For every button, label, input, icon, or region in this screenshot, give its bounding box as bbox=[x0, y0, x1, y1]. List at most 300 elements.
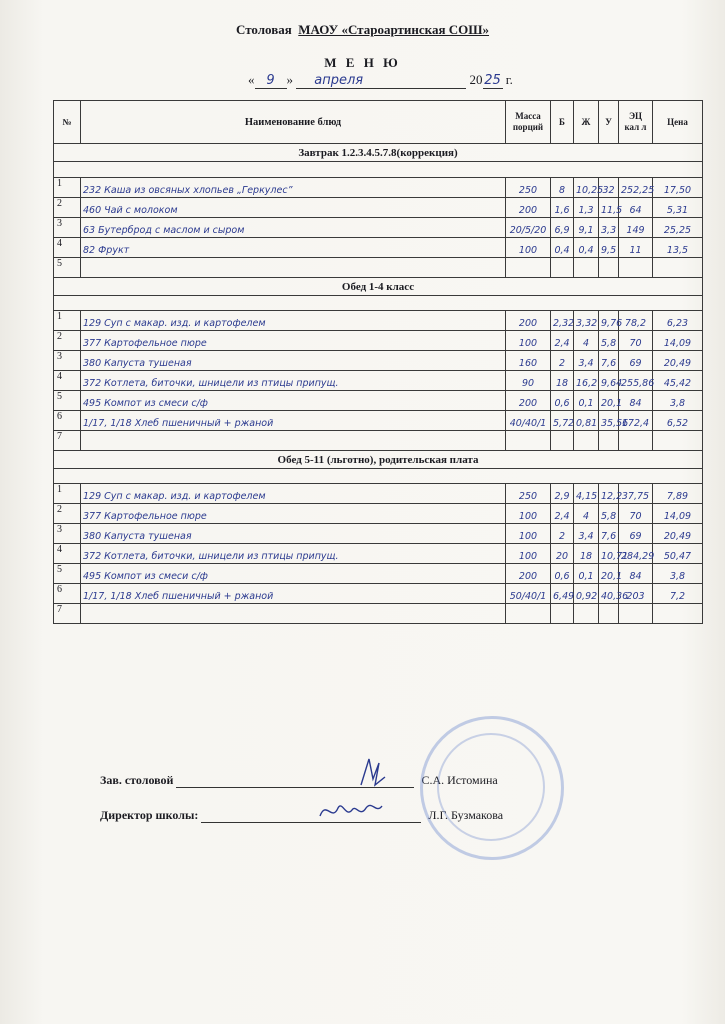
cell-mass: 100 bbox=[518, 245, 538, 256]
cell-mass: 250 bbox=[518, 491, 538, 502]
cell-u: 40,36 bbox=[601, 591, 629, 602]
cell-mass: 160 bbox=[518, 358, 538, 369]
cell-e-wrap bbox=[619, 331, 653, 351]
cell-b-wrap bbox=[551, 604, 574, 624]
cell-e-wrap bbox=[619, 258, 653, 278]
cell-price-wrap bbox=[653, 198, 703, 218]
cell-e-wrap bbox=[619, 524, 653, 544]
cell-mass-wrap bbox=[506, 391, 551, 411]
table-row bbox=[54, 331, 703, 351]
cell-zh: 4,15 bbox=[576, 491, 598, 502]
cell-u-wrap bbox=[599, 351, 619, 371]
menu-date bbox=[248, 72, 513, 89]
cell-mass-wrap bbox=[506, 258, 551, 278]
dish-cell bbox=[81, 411, 506, 431]
col-price: Цена bbox=[653, 101, 703, 144]
cell-zh: 0,81 bbox=[576, 418, 598, 429]
cell-mass-wrap bbox=[506, 584, 551, 604]
col-mass: Масса порций bbox=[506, 101, 551, 144]
page-title bbox=[0, 22, 725, 38]
cell-zh: 3,4 bbox=[578, 358, 594, 369]
cell-u: 10,71 bbox=[601, 551, 629, 562]
cell-b-wrap bbox=[551, 198, 574, 218]
cell-price-wrap bbox=[653, 178, 703, 198]
dish-cell bbox=[81, 218, 506, 238]
director-name: Л.Г. Бузмакова bbox=[428, 808, 504, 822]
row-number: 7 bbox=[54, 431, 81, 451]
dish-name: 377 Картофельное пюре bbox=[83, 511, 207, 522]
table-row bbox=[54, 544, 703, 564]
cell-mass-wrap bbox=[506, 431, 551, 451]
cell-u-wrap bbox=[599, 584, 629, 604]
cell-e-wrap bbox=[619, 238, 653, 258]
cell-b: 2,32 bbox=[553, 318, 575, 329]
cell-zh-wrap bbox=[574, 431, 599, 451]
row-number: 5 bbox=[54, 258, 81, 278]
cell-u: 12,2 bbox=[601, 491, 623, 502]
cell-zh-wrap bbox=[574, 218, 599, 238]
row-number: 1 bbox=[54, 484, 81, 504]
cell-zh: 3,32 bbox=[576, 318, 598, 329]
cell-price-wrap bbox=[653, 351, 703, 371]
cell-b-wrap bbox=[551, 178, 574, 198]
school-stamp bbox=[420, 716, 564, 860]
section-title: Обед 5-11 (льготно), родительская плата bbox=[54, 451, 703, 469]
cell-price-wrap bbox=[653, 238, 703, 258]
cell-mass-wrap bbox=[506, 238, 551, 258]
cell-e: 70 bbox=[629, 338, 642, 349]
dish-name: 380 Капуста тушеная bbox=[83, 531, 192, 542]
cell-b-wrap bbox=[551, 238, 574, 258]
cell-price: 20,49 bbox=[663, 358, 692, 369]
cell-zh: 18 bbox=[579, 551, 593, 562]
row-number: 5 bbox=[54, 391, 81, 411]
dish-name: 372 Котлета, биточки, шницели из птицы припущ. bbox=[83, 551, 339, 562]
dish-name: 232 Каша из овсяных хлопьев „Геркулес” bbox=[83, 185, 293, 196]
director-label: Директор школы: bbox=[100, 808, 199, 822]
row-number: 4 bbox=[54, 544, 81, 564]
cell-e: 78,2 bbox=[624, 318, 647, 329]
cell-b: 0,6 bbox=[554, 398, 570, 409]
cell-u: 35,56 bbox=[601, 418, 629, 429]
table-row bbox=[54, 258, 703, 278]
cell-mass: 250 bbox=[518, 185, 538, 196]
cell-mass-wrap bbox=[506, 331, 551, 351]
table-row bbox=[54, 371, 703, 391]
cell-e: 37,75 bbox=[621, 491, 650, 502]
section-row bbox=[54, 278, 703, 296]
cell-mass: 100 bbox=[518, 338, 538, 349]
canteen-label: Зав. столовой bbox=[100, 773, 174, 787]
cell-e-wrap bbox=[619, 431, 653, 451]
row-number: 5 bbox=[54, 564, 81, 584]
cell-mass-wrap bbox=[506, 198, 551, 218]
canteen-signature-scribble bbox=[355, 755, 395, 791]
cell-zh: 0,1 bbox=[578, 571, 594, 582]
cell-b: 0,4 bbox=[554, 245, 570, 256]
dish-cell bbox=[81, 391, 506, 411]
dish-name: 495 Компот из смеси с/ф bbox=[83, 571, 208, 582]
cell-b-wrap bbox=[551, 258, 574, 278]
cell-e: 149 bbox=[626, 225, 645, 236]
cell-zh: 4 bbox=[582, 338, 590, 349]
cell-mass-wrap bbox=[506, 504, 551, 524]
cell-zh-wrap bbox=[574, 391, 599, 411]
cell-b-wrap bbox=[551, 371, 574, 391]
row-number: 2 bbox=[54, 331, 81, 351]
col-num: № bbox=[54, 101, 81, 144]
table-row bbox=[54, 178, 703, 198]
cell-price: 14,09 bbox=[663, 511, 692, 522]
cell-b-wrap bbox=[551, 331, 574, 351]
cell-price: 5,31 bbox=[666, 205, 689, 216]
cell-b-wrap bbox=[551, 391, 574, 411]
cell-b-wrap bbox=[551, 544, 574, 564]
cell-mass-wrap bbox=[506, 484, 551, 504]
cell-price: 3,8 bbox=[669, 571, 686, 582]
cell-e-wrap bbox=[619, 311, 653, 331]
cell-e: 255,86 bbox=[621, 378, 655, 389]
cell-e-wrap bbox=[619, 564, 653, 584]
cell-u-wrap bbox=[599, 178, 619, 198]
cell-zh: 9,1 bbox=[578, 225, 594, 236]
date-close-quote: » bbox=[286, 72, 293, 87]
cell-zh: 0,1 bbox=[578, 398, 594, 409]
cell-price-wrap bbox=[653, 258, 703, 278]
cell-price-wrap bbox=[653, 604, 703, 624]
dish-cell bbox=[81, 604, 506, 624]
menu-heading: М Е Н Ю bbox=[324, 55, 401, 70]
cell-b-wrap bbox=[551, 504, 574, 524]
cell-u: 5,8 bbox=[601, 511, 617, 522]
cell-mass: 100 bbox=[518, 551, 538, 562]
cell-b: 2,9 bbox=[554, 491, 570, 502]
cell-e: 64 bbox=[629, 205, 642, 216]
cell-mass: 200 bbox=[518, 318, 538, 329]
cell-price-wrap bbox=[653, 411, 703, 431]
menu-table bbox=[53, 100, 703, 624]
cell-e: 69 bbox=[629, 531, 642, 542]
table-row bbox=[54, 484, 703, 504]
cell-mass-wrap bbox=[506, 178, 551, 198]
table-row bbox=[54, 584, 703, 604]
cell-zh-wrap bbox=[574, 198, 599, 218]
cell-u-wrap bbox=[599, 238, 619, 258]
cell-price: 50,47 bbox=[663, 551, 692, 562]
cell-mass: 50/40/1 bbox=[509, 591, 547, 602]
cell-mass: 100 bbox=[518, 531, 538, 542]
cell-price: 7,2 bbox=[669, 591, 686, 602]
cell-mass: 90 bbox=[521, 378, 535, 389]
cell-zh: 3,4 bbox=[578, 531, 594, 542]
cell-price: 6,52 bbox=[666, 418, 689, 429]
dish-cell bbox=[81, 371, 506, 391]
cell-price: 17,50 bbox=[663, 185, 692, 196]
cell-zh: 0,4 bbox=[578, 245, 594, 256]
table-row bbox=[54, 564, 703, 584]
cell-b: 6,9 bbox=[554, 225, 570, 236]
cell-zh-wrap bbox=[574, 504, 599, 524]
cell-u-wrap bbox=[599, 258, 619, 278]
dish-cell bbox=[81, 484, 506, 504]
cell-zh-wrap bbox=[574, 524, 599, 544]
cell-u: 9,5 bbox=[601, 245, 617, 256]
table-row bbox=[54, 311, 703, 331]
cell-u-wrap bbox=[599, 411, 629, 431]
row-number: 2 bbox=[54, 198, 81, 218]
cell-zh-wrap bbox=[574, 178, 604, 198]
cell-u: 20,1 bbox=[601, 571, 623, 582]
table-row bbox=[54, 411, 703, 431]
col-ecal: ЭЦ кал л bbox=[619, 101, 653, 144]
canteen-name: С.А. Истомина bbox=[421, 773, 498, 787]
cell-u-wrap bbox=[599, 604, 619, 624]
cell-e-wrap bbox=[619, 371, 653, 391]
cell-b-wrap bbox=[551, 564, 574, 584]
cell-e: 84 bbox=[629, 571, 642, 582]
cell-zh-wrap bbox=[574, 371, 599, 391]
cell-u: 11,5 bbox=[601, 205, 623, 216]
cell-price-wrap bbox=[653, 371, 703, 391]
cell-e: 69 bbox=[629, 358, 642, 369]
title-org: МАОУ «Староартинская СОШ» bbox=[298, 22, 490, 37]
cell-price-wrap bbox=[653, 484, 703, 504]
title-prefix: Столовая bbox=[235, 22, 292, 37]
cell-mass-wrap bbox=[506, 524, 551, 544]
cell-b: 1,6 bbox=[554, 205, 570, 216]
year-suffix: 25 bbox=[484, 73, 501, 88]
cell-e-wrap bbox=[619, 178, 653, 198]
table-row bbox=[54, 218, 703, 238]
cell-u-wrap bbox=[599, 391, 623, 411]
cell-b: 0,6 bbox=[554, 571, 570, 582]
cell-u-wrap bbox=[599, 504, 619, 524]
cell-zh: 0,92 bbox=[576, 591, 598, 602]
cell-price-wrap bbox=[653, 331, 703, 351]
dish-cell bbox=[81, 351, 506, 371]
cell-e-wrap bbox=[619, 544, 653, 564]
year-prefix: 20 bbox=[469, 72, 483, 87]
table-row bbox=[54, 504, 703, 524]
cell-mass: 200 bbox=[518, 205, 538, 216]
cell-u: 32 bbox=[602, 185, 615, 196]
table-row bbox=[54, 524, 703, 544]
cell-b: 20 bbox=[555, 551, 569, 562]
dish-name: 377 Картофельное пюре bbox=[83, 338, 207, 349]
table-row bbox=[54, 198, 703, 218]
cell-zh-wrap bbox=[574, 604, 599, 624]
row-number: 6 bbox=[54, 584, 81, 604]
dish-name: 63 Бутерброд с маслом и сыром bbox=[83, 225, 245, 236]
cell-b: 2,4 bbox=[554, 338, 570, 349]
dish-name: 129 Суп с макар. изд. и картофелем bbox=[83, 318, 266, 329]
spacer-row bbox=[54, 469, 703, 484]
cell-mass-wrap bbox=[506, 218, 551, 238]
cell-e: 252,25 bbox=[621, 185, 655, 196]
cell-u-wrap bbox=[599, 371, 623, 391]
cell-zh: 1,3 bbox=[578, 205, 594, 216]
cell-b: 6,49 bbox=[553, 591, 575, 602]
col-zh: Ж bbox=[574, 101, 599, 144]
row-number: 3 bbox=[54, 351, 81, 371]
cell-u-wrap bbox=[599, 331, 619, 351]
cell-mass: 200 bbox=[518, 571, 538, 582]
dish-cell bbox=[81, 564, 506, 584]
cell-e-wrap bbox=[619, 411, 653, 431]
dish-cell bbox=[81, 178, 506, 198]
dish-cell bbox=[81, 331, 506, 351]
dish-cell bbox=[81, 311, 506, 331]
table-row bbox=[54, 391, 703, 411]
cell-b: 8 bbox=[558, 185, 566, 196]
row-number: 7 bbox=[54, 604, 81, 624]
cell-zh-wrap bbox=[574, 584, 599, 604]
dish-cell bbox=[81, 431, 506, 451]
col-b: Б bbox=[551, 101, 574, 144]
cell-price-wrap bbox=[653, 544, 703, 564]
cell-price-wrap bbox=[653, 311, 703, 331]
cell-u: 5,8 bbox=[601, 338, 617, 349]
cell-u: 7,6 bbox=[601, 531, 617, 542]
cell-mass: 200 bbox=[518, 398, 538, 409]
section-title: Обед 1-4 класс bbox=[54, 278, 703, 296]
cell-u-wrap bbox=[599, 311, 623, 331]
cell-mass-wrap bbox=[506, 411, 551, 431]
cell-e: 203 bbox=[626, 591, 645, 602]
dish-cell bbox=[81, 198, 506, 218]
row-number: 3 bbox=[54, 524, 81, 544]
cell-mass-wrap bbox=[506, 311, 551, 331]
cell-price-wrap bbox=[653, 391, 703, 411]
cell-u-wrap bbox=[599, 564, 623, 584]
cell-e: 11 bbox=[629, 245, 642, 256]
cell-e: 284,29 bbox=[621, 551, 655, 562]
cell-zh-wrap bbox=[574, 258, 599, 278]
cell-u-wrap bbox=[599, 484, 623, 504]
date-day: 9 bbox=[266, 73, 275, 88]
cell-e-wrap bbox=[619, 391, 653, 411]
director-signature-scribble bbox=[316, 796, 386, 826]
cell-price-wrap bbox=[653, 564, 703, 584]
cell-e-wrap bbox=[619, 351, 653, 371]
dish-cell bbox=[81, 238, 506, 258]
cell-b: 5,72 bbox=[553, 418, 575, 429]
dish-cell bbox=[81, 524, 506, 544]
cell-e-wrap bbox=[619, 504, 653, 524]
cell-zh-wrap bbox=[574, 411, 599, 431]
cell-u: 3,3 bbox=[601, 225, 617, 236]
cell-price: 45,42 bbox=[663, 378, 692, 389]
section-title: Завтрак 1.2.3.4.5.7.8(коррекция) bbox=[54, 144, 703, 162]
cell-b-wrap bbox=[551, 351, 574, 371]
year-label: г. bbox=[505, 72, 513, 87]
row-number: 3 bbox=[54, 218, 81, 238]
cell-e-wrap bbox=[619, 484, 653, 504]
cell-zh-wrap bbox=[574, 238, 599, 258]
cell-e: 84 bbox=[629, 398, 642, 409]
cell-u: 9,76 bbox=[601, 318, 623, 329]
cell-mass-wrap bbox=[506, 351, 551, 371]
table-row bbox=[54, 238, 703, 258]
cell-zh-wrap bbox=[574, 331, 599, 351]
date-open-quote: « bbox=[248, 72, 255, 87]
date-month: апреля bbox=[314, 73, 364, 88]
cell-price-wrap bbox=[653, 524, 703, 544]
cell-e-wrap bbox=[619, 198, 653, 218]
cell-zh-wrap bbox=[574, 484, 599, 504]
cell-zh: 10,25 bbox=[576, 185, 604, 196]
col-name: Наименование блюд bbox=[81, 101, 506, 144]
table-row bbox=[54, 604, 703, 624]
cell-b: 2,4 bbox=[554, 511, 570, 522]
cell-b-wrap bbox=[551, 431, 574, 451]
section-row bbox=[54, 144, 703, 162]
cell-zh: 16,2 bbox=[576, 378, 598, 389]
cell-b-wrap bbox=[551, 411, 574, 431]
table-header-row bbox=[54, 101, 703, 144]
cell-mass: 20/5/20 bbox=[509, 225, 547, 236]
cell-zh-wrap bbox=[574, 544, 599, 564]
cell-u-wrap bbox=[599, 431, 619, 451]
dish-name: 495 Компот из смеси с/ф bbox=[83, 398, 208, 409]
cell-price: 6,23 bbox=[666, 318, 689, 329]
cell-price: 7,89 bbox=[666, 491, 689, 502]
row-number: 1 bbox=[54, 178, 81, 198]
cell-price: 14,09 bbox=[663, 338, 692, 349]
cell-zh-wrap bbox=[574, 311, 599, 331]
cell-price: 13,5 bbox=[666, 245, 689, 256]
spacer-row bbox=[54, 296, 703, 311]
dish-name: 82 Фрукт bbox=[83, 245, 130, 256]
dish-name: 372 Котлета, биточки, шницели из птицы припущ. bbox=[83, 378, 339, 389]
row-number: 2 bbox=[54, 504, 81, 524]
cell-e-wrap bbox=[619, 604, 653, 624]
cell-mass-wrap bbox=[506, 604, 551, 624]
row-number: 4 bbox=[54, 371, 81, 391]
row-number: 4 bbox=[54, 238, 81, 258]
cell-mass-wrap bbox=[506, 544, 551, 564]
row-number: 6 bbox=[54, 411, 81, 431]
dish-cell bbox=[81, 258, 506, 278]
dish-name: 1/17, 1/18 Хлеб пшеничный + ржаной bbox=[83, 591, 274, 602]
cell-price-wrap bbox=[653, 584, 703, 604]
cell-e: 172,4 bbox=[621, 418, 650, 429]
dish-name: 129 Суп с макар. изд. и картофелем bbox=[83, 491, 266, 502]
cell-e: 70 bbox=[629, 511, 642, 522]
table-row bbox=[54, 431, 703, 451]
cell-mass: 40/40/1 bbox=[509, 418, 547, 429]
cell-u-wrap bbox=[599, 544, 629, 564]
cell-price: 3,8 bbox=[669, 398, 686, 409]
table-row bbox=[54, 351, 703, 371]
section-row bbox=[54, 451, 703, 469]
cell-mass: 100 bbox=[518, 511, 538, 522]
dish-cell bbox=[81, 584, 506, 604]
cell-b: 18 bbox=[555, 378, 569, 389]
cell-b-wrap bbox=[551, 311, 574, 331]
cell-zh: 4 bbox=[582, 511, 590, 522]
cell-b-wrap bbox=[551, 584, 574, 604]
cell-b: 2 bbox=[558, 531, 566, 542]
cell-u: 20,1 bbox=[601, 398, 623, 409]
cell-price-wrap bbox=[653, 431, 703, 451]
cell-b-wrap bbox=[551, 218, 574, 238]
cell-mass-wrap bbox=[506, 564, 551, 584]
cell-b-wrap bbox=[551, 524, 574, 544]
col-u: У bbox=[599, 101, 619, 144]
dish-name: 380 Капуста тушеная bbox=[83, 358, 192, 369]
cell-u-wrap bbox=[599, 524, 619, 544]
